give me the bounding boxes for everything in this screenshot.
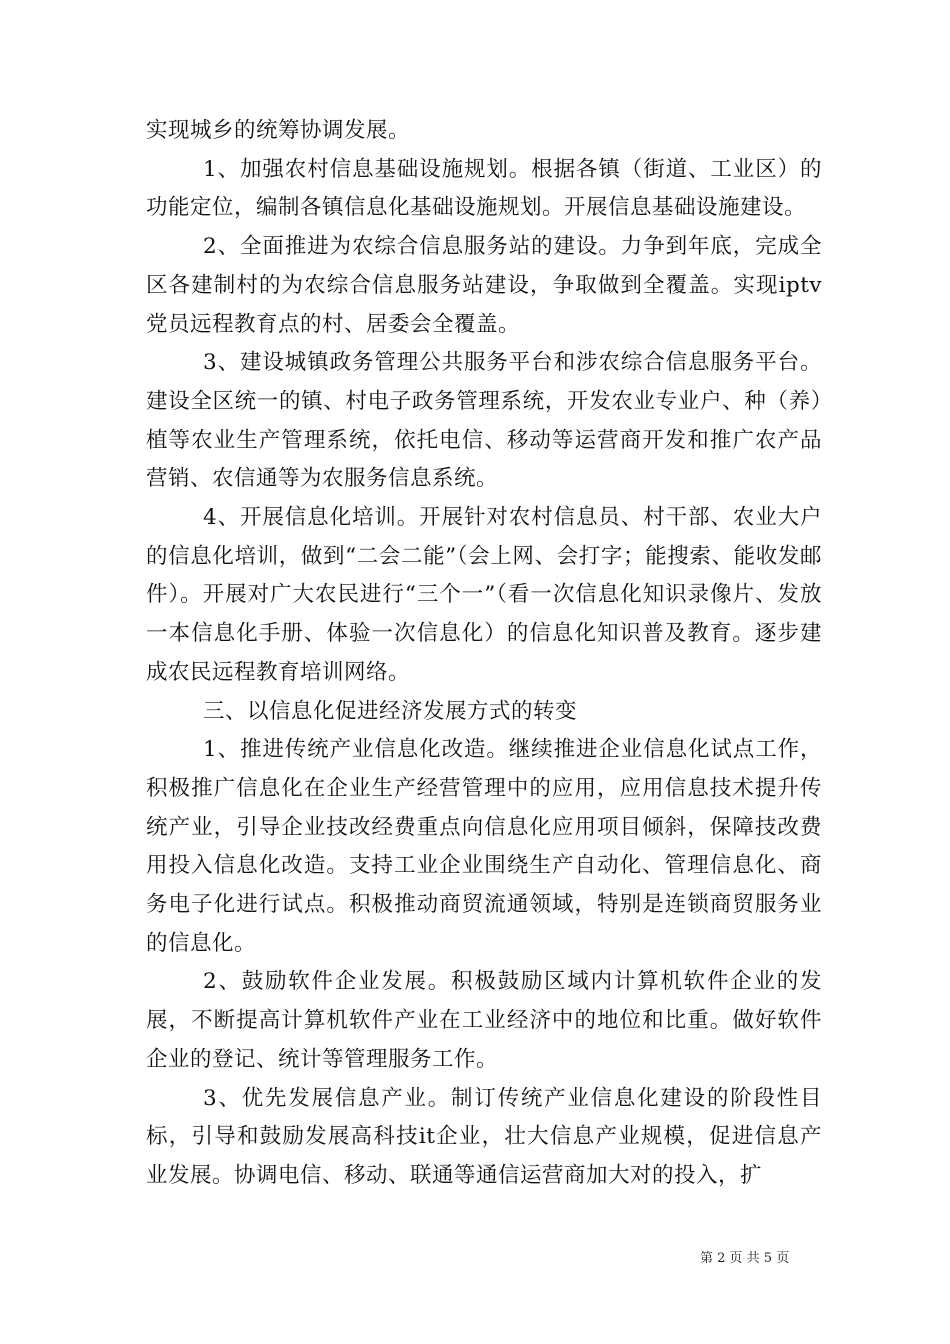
page-number-footer: 第 2 页 共 5 页 <box>700 1251 790 1266</box>
section-heading-three: 三、以信息化促进经济发展方式的转变 <box>203 698 578 724</box>
paragraph-industry-transformation: 1、推进传统产业信息化改造。继续推进企业信息化试点工作，积极推广信息化在企业生产经营管理中的应用，应用信息技术提升传统产业，引导企业技改经费重点向信息化应用项目倾斜，保障技改费用投入信息化改造。支持工业企业围绕生产自动化、管理信息化、商务电子化进行试点。积极推动商贸流通领域，特别是连锁商贸服务业的信息化。 <box>146 737 822 956</box>
paragraph-training: 4、开展信息化培训。开展针对农村信息员、村干部、农业大户的信息化培训，做到“二会二能”（会上网、会打字；能搜索、能收发邮件）。开展对广大农民进行“三个一”（看一次信息化知识录像片、发放一本信息化手册、体验一次信息化）的信息化知识普及教育。逐步建成农民远程教育培训网络。 <box>146 505 822 685</box>
paragraph-infrastructure-planning: 1、加强农村信息基础设施规划。根据各镇（街道、工业区）的功能定位，编制各镇信息化基础设施规划。开展信息基础设施建设。 <box>146 156 822 221</box>
paragraph-information-industry: 3、优先发展信息产业。制订传统产业信息化建设的阶段性目标，引导和鼓励发展高科技it企业，壮大信息产业规模，促进信息产业发展。协调电信、移动、联通等通信运营商加大对的投入，扩 <box>146 1085 822 1188</box>
paragraph-continuation: 实现城乡的统筹协调发展。 <box>146 118 411 143</box>
document-body <box>146 112 822 1196</box>
paragraph-service-platforms: 3、建设城镇政务管理公共服务平台和涉农综合信息服务平台。建设全区统一的镇、村电子政务管理系统，开发农业专业户、种（养）植等农业生产管理系统，依托电信、移动等运营商开发和推广农产品营销、农信通等为农服务信息系统。 <box>146 350 822 492</box>
paragraph-software-enterprises: 2、鼓励软件企业发展。积极鼓励区域内计算机软件企业的发展，不断提高计算机软件产业在工业经济中的地位和比重。做好软件企业的登记、统计等管理服务工作。 <box>146 969 822 1072</box>
paragraph-service-stations: 2、全面推进为农综合信息服务站的建设。力争到年底，完成全区各建制村的为农综合信息服务站建设，争取做到全覆盖。实现iptv党员远程教育点的村、居委会全覆盖。 <box>146 234 822 337</box>
